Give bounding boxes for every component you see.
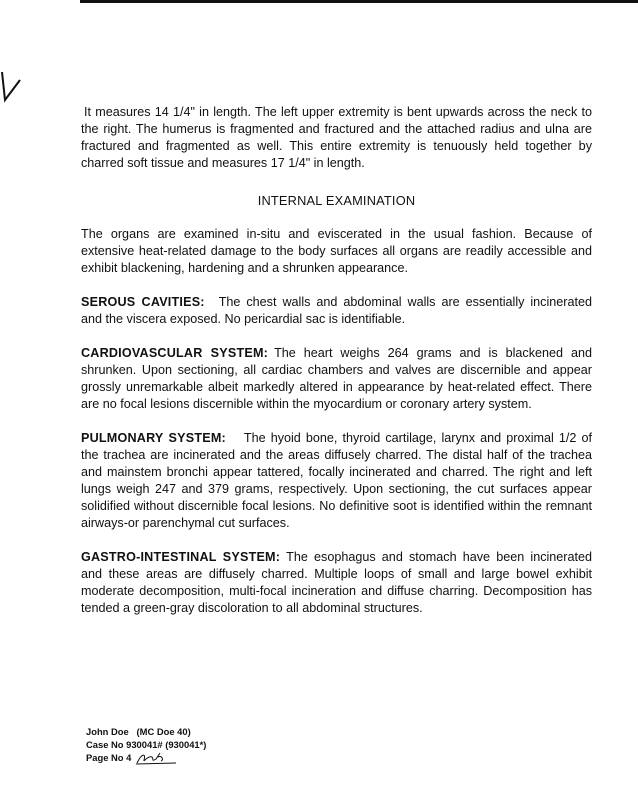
section-heading-internal-examination: INTERNAL EXAMINATION: [257, 193, 416, 208]
handwritten-initials-icon: [134, 751, 178, 765]
internal-exam-intro: The organs are examined in-situ and eviscerated in the usual fashion. Because of extensive heat-related damage to the body surfaces all organs are readily accessible and exhibit blackening, hardening and a shrunken appearance.: [81, 227, 592, 275]
section-pulmonary-system: [81, 430, 592, 532]
section-cardiovascular-system: [81, 345, 592, 413]
continued-paragraph: It measures 14 1/4" in length. The left upper extremity is bent upwards across the neck to the right. The humerus is fragmented and fractured and the attached radius and ulna are fractured and fragmented as well. This entire extremity is tenuously held together by charred soft tissue and measures 17 1/4" in length.: [81, 105, 592, 170]
section-text: The esophagus and stomach have been incinerated and these areas are diffusely charred. Multiple loops of small and large bowel exhibit moderate decomposition, multi-focal incineration and diffuse charring. Decomposition has tended a green-gray discoloration to all abdominal structures.: [81, 550, 593, 615]
section-label: SEROUS CAVITIES:: [81, 295, 205, 309]
section-text: The chest walls and abdominal walls are essentially incinerated and the viscera exposed. No pericardial sac is identifiable.: [81, 295, 592, 326]
section-text: The hyoid bone, thyroid cartilage, larynx and proximal 1/2 of the trachea are incinerated and the areas diffusely charred. The distal half of the trachea and mainstem bronchi appear tattered, focally incinerated and charred. The right and left lungs weigh 247 and 379 grams, respectively. Upon sectioning, the cut surfaces appear solidified without discernible focal lesions. No definitive soot is identified within the remnant airways-or parenchymal cut surfaces.: [81, 431, 593, 530]
section-label: PULMONARY SYSTEM:: [81, 431, 226, 445]
section-label: CARDIOVASCULAR SYSTEM:: [81, 346, 269, 360]
section-text: The heart weighs 264 grams and is blackened and shrunken. Upon sectioning, all cardiac chambers and valves are discernible and appear grossly unremarkable albeit markedly altered in appearance by heat-related effect. There are no focal lesions discernible within the myocardium or coronary artery system.: [81, 346, 592, 411]
footer-page-number: Page No 4: [86, 752, 132, 763]
section-label: GASTRO-INTESTINAL SYSTEM:: [81, 550, 281, 564]
footer-name-line: John Doe (MC Doe 40): [86, 726, 191, 737]
margin-check-mark: [0, 70, 22, 110]
section-serous-cavities: [81, 294, 592, 328]
top-border-line: [80, 0, 638, 3]
footer-case-line: Case No 930041# (930041*): [86, 739, 207, 750]
footer-page-line: [86, 751, 206, 765]
report-page-body: [81, 104, 592, 634]
section-gastro-intestinal-system: [81, 549, 592, 617]
page-footer: [86, 725, 206, 765]
